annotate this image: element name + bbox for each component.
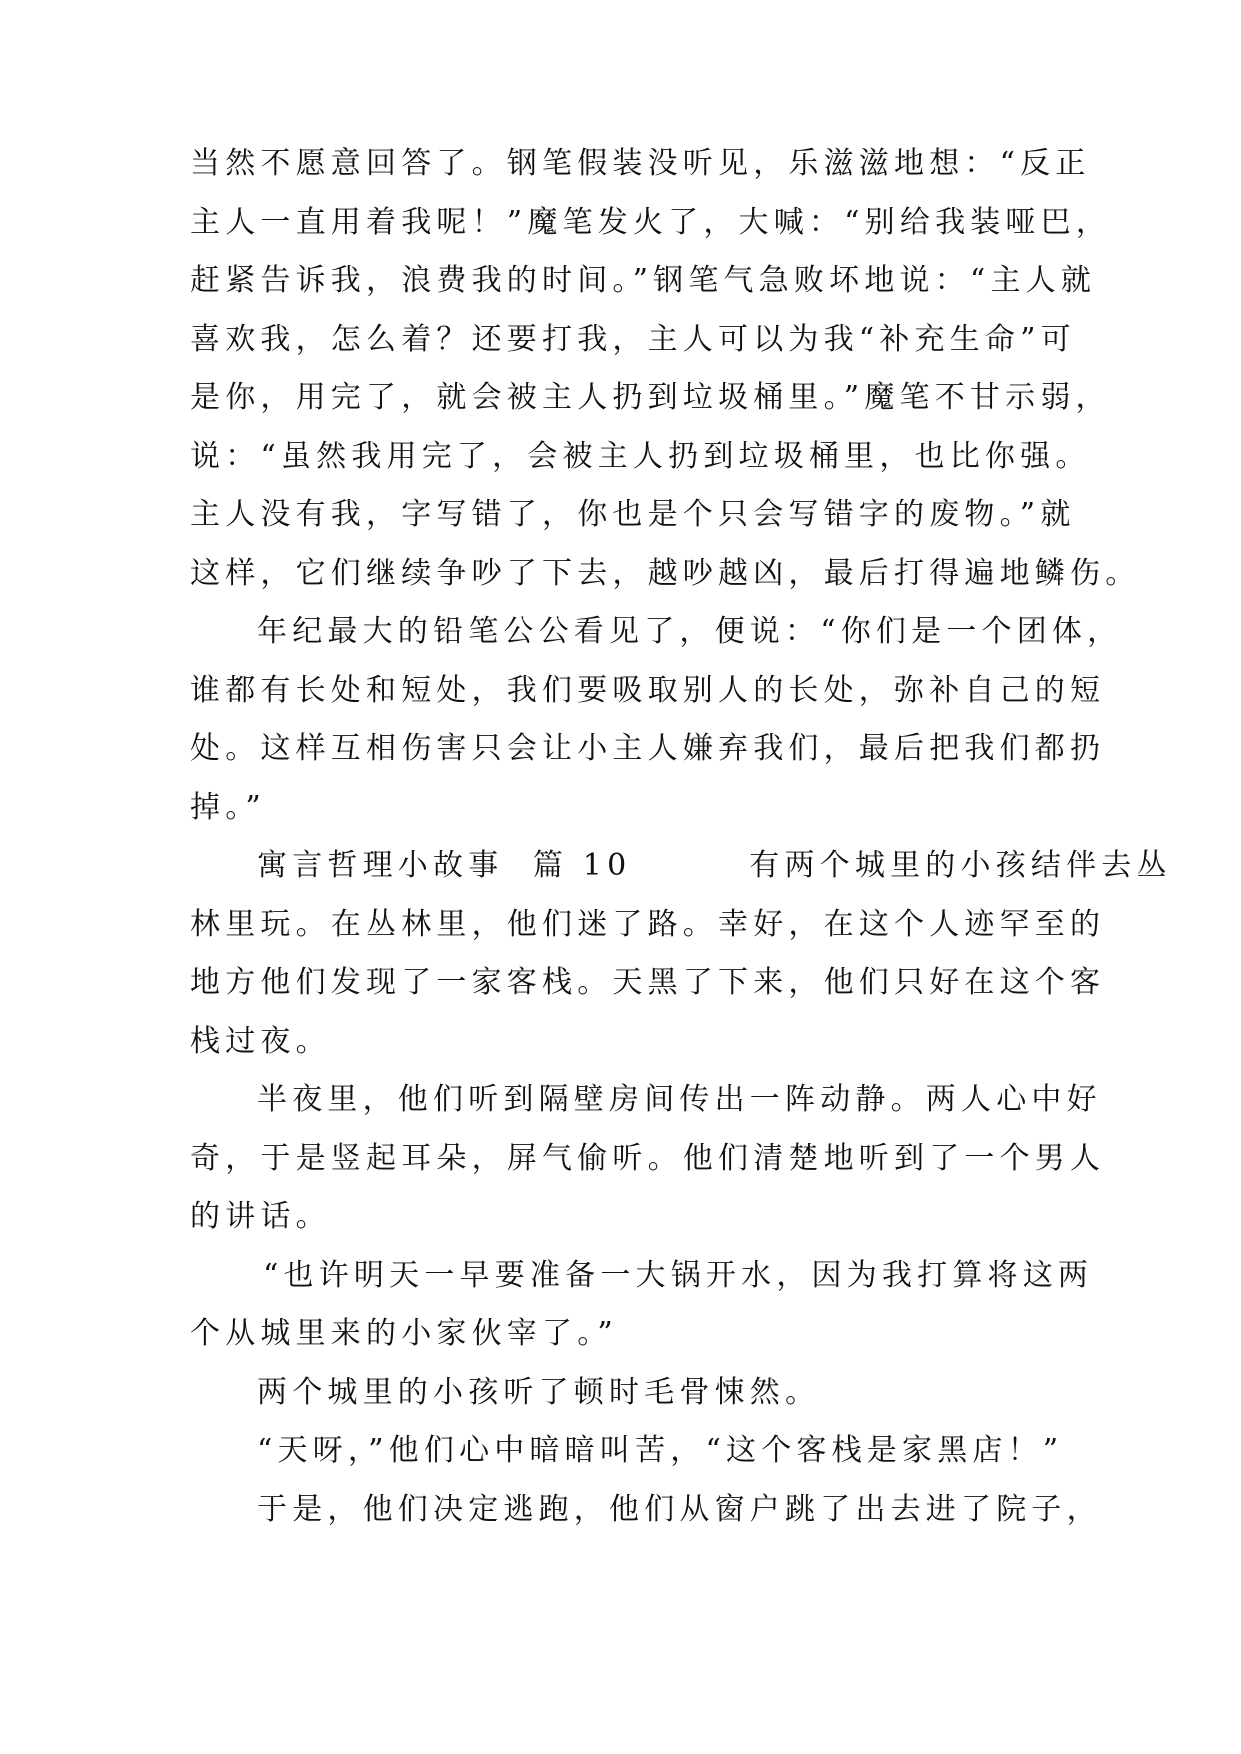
text-line: 奇，于是竖起耳朵，屏气偷听。他们清楚地听到了一个男人 <box>190 1141 1106 1176</box>
text-line: 谁都有长处和短处，我们要吸取别人的长处，弥补自己的短 <box>190 673 1106 708</box>
text-line: 半夜里，他们听到隔壁房间传出一阵动静。两人心中好 <box>257 1082 1102 1117</box>
text-line: 的讲话。 <box>190 1199 331 1234</box>
section-heading-line: 寓言哲理小故事 篇 10 有两个城里的小孩结伴去丛 <box>257 848 1172 883</box>
text-line: 个从城里来的小家伙宰了。” <box>190 1316 618 1351</box>
text-line: 当然不愿意回答了。钢笔假装没听见，乐滋滋地想：“反正 <box>190 146 1091 181</box>
text-line: 是你，用完了，就会被主人扔到垃圾桶里。”魔笔不甘示弱， <box>190 380 1111 415</box>
text-line: 喜欢我，怎么着？还要打我，主人可以为我“补充生命”可 <box>190 322 1076 357</box>
text-line: 主人一直用着我呢！”魔笔发火了，大喊：“别给我装哑巴， <box>190 205 1112 240</box>
text-line: 两个城里的小孩听了顿时毛骨悚然。 <box>257 1375 821 1410</box>
text-line: 地方他们发现了一家客栈。天黑了下来，他们只好在这个客 <box>190 965 1106 1000</box>
text-line: 林里玩。在丛林里，他们迷了路。幸好，在这个人迹罕至的 <box>190 907 1106 942</box>
text-line: 栈过夜。 <box>190 1024 331 1059</box>
text-line: 说：“虽然我用完了，会被主人扔到垃圾桶里，也比你强。 <box>190 439 1091 474</box>
text-line: 主人没有我，字写错了，你也是个只会写错字的废物。”就 <box>190 497 1076 532</box>
text-line: 处。这样互相伤害只会让小主人嫌弃我们，最后把我们都扔 <box>190 731 1106 766</box>
text-line: 掉。” <box>190 790 266 825</box>
text-line: 于是，他们决定逃跑，他们从窗户跳了出去进了院子， <box>257 1492 1102 1527</box>
text-line: 赶紧告诉我，浪费我的时间。”钢笔气急败坏地说：“主人就 <box>190 263 1097 298</box>
text-line: “也许明天一早要准备一大锅开水，因为我打算将这两 <box>263 1258 1094 1293</box>
text-line: 年纪最大的铅笔公公看见了，便说：“你们是一个团体， <box>257 614 1123 649</box>
text-line: 这样，它们继续争吵了下去，越吵越凶，最后打得遍地鳞伤。 <box>190 556 1141 591</box>
text-line: “天呀，”他们心中暗暗叫苦，“这个客栈是家黑店！” <box>257 1433 1064 1468</box>
